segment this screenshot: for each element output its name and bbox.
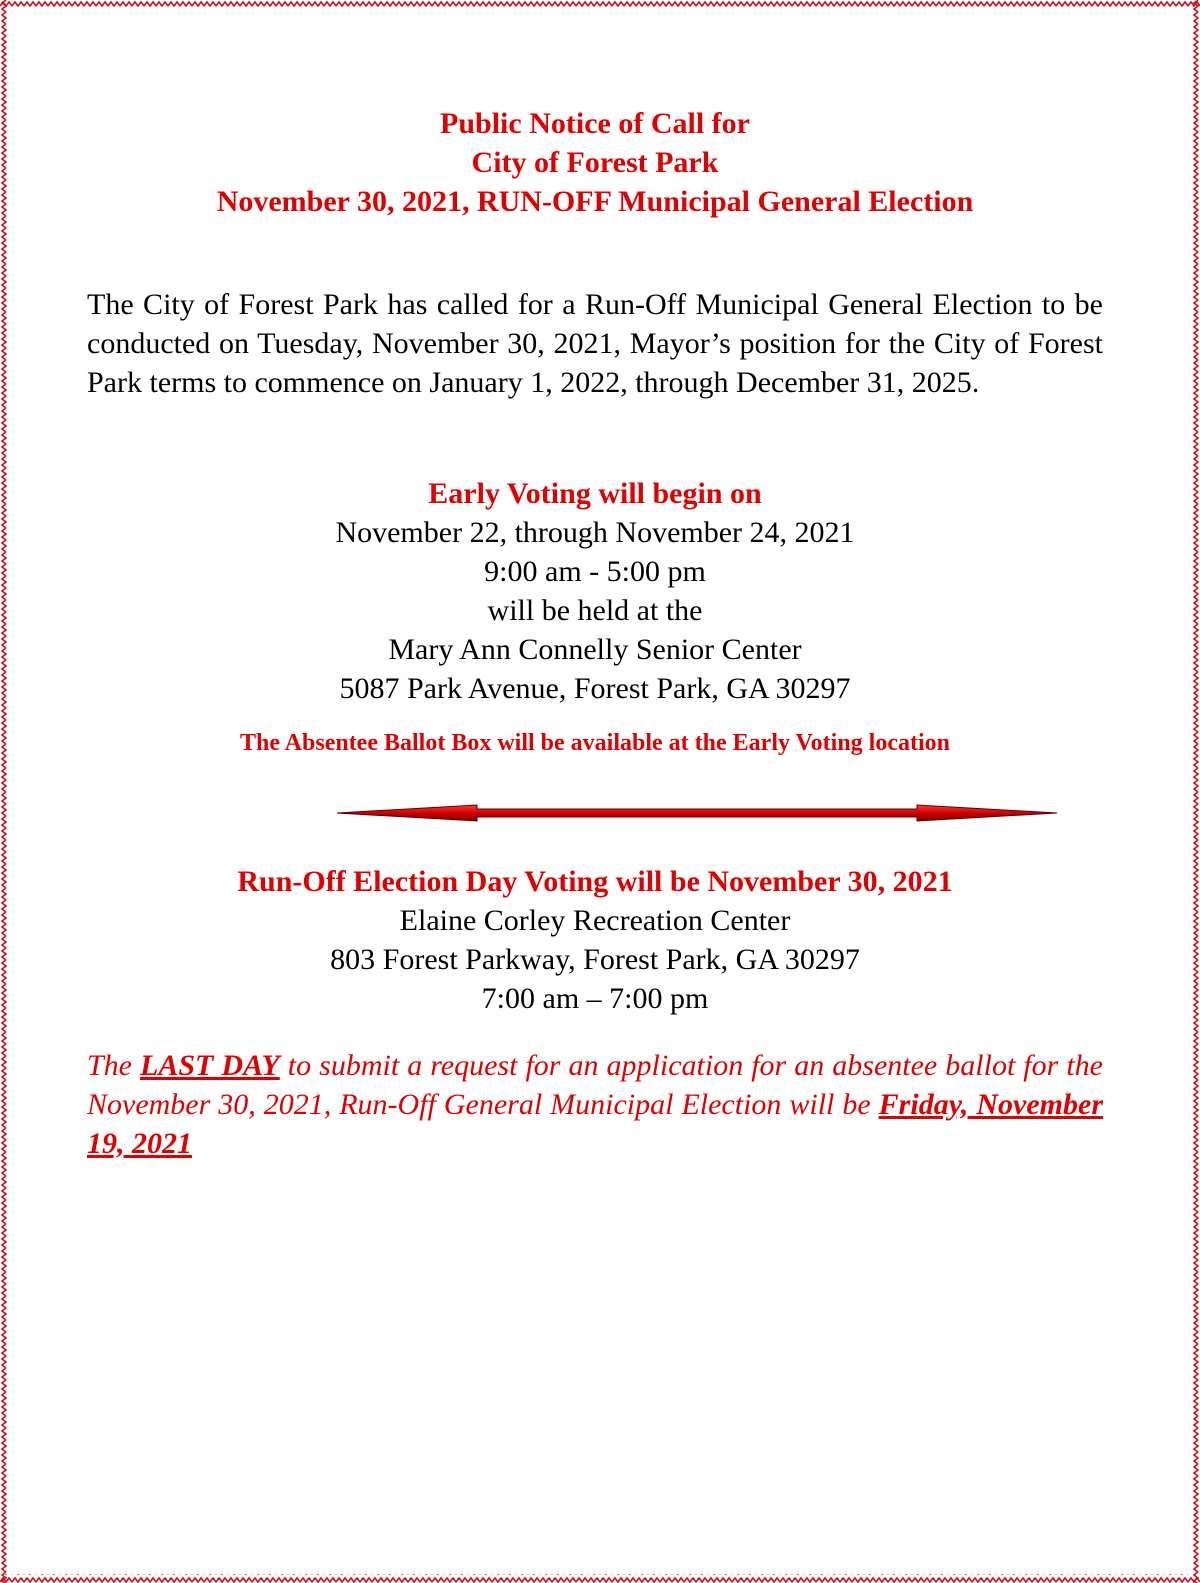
early-voting-hours: 9:00 am - 5:00 pm: [484, 555, 706, 588]
absentee-deadline-paragraph: [87, 1046, 1103, 1163]
early-voting-heading: Early Voting will begin on: [428, 477, 762, 510]
intro-paragraph: The City of Forest Park has called for a Run-Off Municipal General Election to be conducted on Tuesday, November 30, 2021, Mayor’s position for the City of Forest Park terms to commence on January 1, 2022, through December 31, 2025.: [87, 288, 1103, 399]
last-day-emphasis: LAST DAY: [140, 1049, 280, 1082]
title-line-1: Public Notice of Call for: [440, 107, 750, 140]
deadline-middle: to submit a request for an application for an absentee ballot for the November 30, 2021, Run-Off General Municipal Election will be: [87, 1049, 1104, 1121]
early-voting-held-at: will be held at the: [487, 594, 703, 627]
election-day-location: Elaine Corley Recreation Center: [399, 904, 791, 937]
deadline-prefix: The: [87, 1049, 141, 1082]
early-voting-dates: November 22, through November 24, 2021: [335, 516, 855, 549]
title-line-3: November 30, 2021, RUN-OFF Municipal General Election: [216, 185, 974, 218]
early-voting-address: 5087 Park Avenue, Forest Park, GA 30297: [339, 672, 851, 705]
title-line-2: City of Forest Park: [471, 146, 719, 179]
deadline-date: Friday, November 19, 2021: [87, 1088, 1103, 1160]
election-day-address: 803 Forest Parkway, Forest Park, GA 30297: [330, 943, 860, 976]
early-voting-location: Mary Ann Connelly Senior Center: [388, 633, 802, 666]
absentee-box-notice: The Absentee Ballot Box will be available at the Early Voting location: [239, 730, 951, 756]
election-day-hours: 7:00 am – 7:00 pm: [481, 982, 709, 1015]
election-day-section: [87, 862, 1103, 1018]
double-arrow-divider: [337, 800, 1057, 826]
early-voting-section: [87, 474, 1103, 708]
notice-title: [87, 104, 1103, 221]
election-day-heading: Run-Off Election Day Voting will be November 30, 2021: [237, 865, 953, 898]
